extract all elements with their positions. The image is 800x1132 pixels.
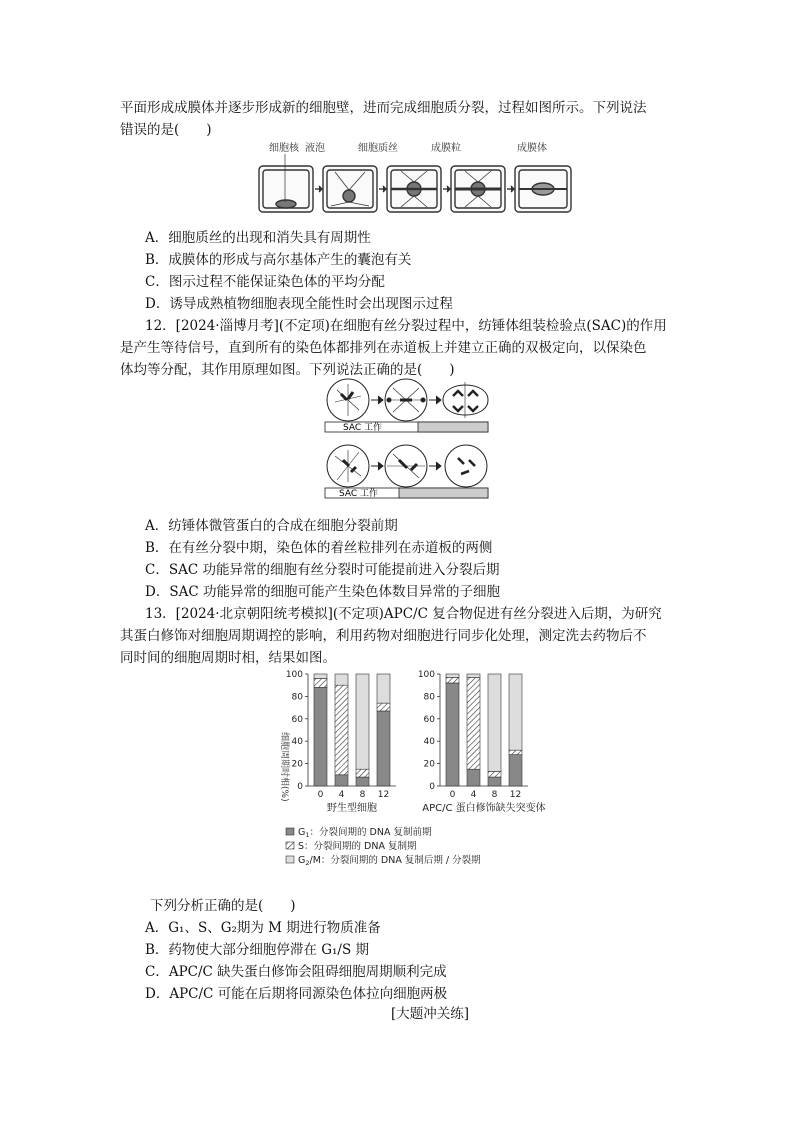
bar-segment-s	[377, 703, 390, 711]
q11-option-b: B．成膜体的形成与高尔基体产生的囊泡有关	[145, 252, 412, 268]
y-tick-label: 20	[291, 759, 303, 770]
legend-g1-swatch	[286, 828, 294, 835]
legend-s-swatch	[286, 842, 294, 849]
q13-option-b: B．药物使大部分细胞停滞在 G₁/S 期	[145, 942, 369, 958]
cytokinesis-figure	[255, 140, 575, 220]
y-tick-label: 60	[423, 714, 435, 725]
y-tick-label: 0	[429, 782, 435, 792]
q13-stem: 下列分析正确的是( )	[150, 898, 296, 914]
bar-segment-g1	[488, 777, 501, 786]
q12-line2: 是产生等待信号，直到所有的染色体都排列在赤道板上并建立正确的双极定向，以保染色	[120, 340, 647, 356]
label-cytoplasmic-strands: 细胞质丝	[358, 143, 398, 154]
bar-segment-g1	[335, 775, 348, 786]
q13-line2: 其蛋白修饰对细胞周期调控的影响，利用药物对细胞进行同步化处理，测定洗去药物后不	[120, 628, 647, 644]
bar-segment-g1	[467, 769, 480, 786]
label-vacuole: 液泡	[305, 143, 325, 154]
bar-segment-g1	[377, 711, 390, 786]
bar-segment-g1	[446, 683, 459, 786]
bar-segment-s	[488, 771, 501, 777]
bar-segment-g2m	[488, 674, 501, 771]
q11-intro-line1: 平面形成成膜体并逐步形成新的细胞壁，进而完成细胞质分裂，过程如图所示。下列说法	[120, 100, 647, 116]
label-phragmoplast-granule: 成膜粒	[431, 143, 461, 154]
q11-option-c: C．图示过程不能保证染色体的平均分配	[145, 274, 385, 290]
x-tick-label: 0	[317, 790, 324, 800]
x-tick-label: 12	[509, 790, 522, 800]
legend-g1: $G_1$：分裂间期的 DNA 复制前期	[298, 827, 432, 839]
x-tick-label: 8	[491, 790, 498, 800]
q13-option-a: A．G₁、S、G₂期为 M 期进行物质准备	[145, 920, 381, 936]
bar-segment-g1	[314, 687, 327, 786]
bar-segment-g2m	[467, 674, 480, 677]
q12-line1: 12．[2024·淄博月考](不定项)在细胞有丝分裂过程中，纺锤体组装检验点(SAC)的作用	[145, 318, 667, 334]
q13-option-d: D．APC/C 可能在后期将同源染色体拉向细胞两极	[145, 986, 448, 1002]
legend-g2m-swatch	[286, 856, 294, 863]
q12-option-b: B．在有丝分裂中期，染色体的着丝粒排列在赤道板的两侧	[145, 540, 493, 556]
bar-segment-g1	[509, 755, 522, 786]
q12-option-d: D．SAC 功能异常的细胞可能产生染色体数目异常的子细胞	[145, 584, 500, 600]
label-phragmoplast: 成膜体	[517, 143, 547, 154]
cell-cycle-chart	[268, 664, 548, 876]
q11-option-d: D．诱导成熟植物细胞表现全能性时会出现图示过程	[145, 296, 453, 312]
y-tick-label: 100	[285, 670, 303, 680]
bar-segment-g2m	[356, 674, 369, 769]
y-tick-label: 20	[423, 759, 435, 770]
legend-s: S：分裂间期的 DNA 复制期	[298, 841, 417, 852]
y-axis-label: 细胞周期时相(%)	[279, 732, 289, 802]
bar-segment-g2m	[335, 674, 348, 685]
bar-segment-s	[446, 677, 459, 683]
bar-segment-g2m	[377, 674, 390, 703]
q12-line3: 体均等分配，其作用原理如图。下列说法正确的是( )	[120, 362, 455, 378]
panel-title: APC/C 蛋白修饰缺失突变体	[422, 803, 546, 814]
bar-segment-s	[335, 685, 348, 775]
y-tick-label: 0	[297, 782, 303, 792]
sac-figure	[323, 376, 493, 508]
x-tick-label: 4	[470, 790, 477, 800]
y-tick-label: 40	[423, 737, 435, 748]
q11-option-a: A．细胞质丝的出现和消失具有周期性	[145, 230, 371, 246]
q12-option-c: C．SAC 功能异常的细胞有丝分裂时可能提前进入分裂后期	[145, 562, 500, 578]
y-tick-label: 80	[291, 692, 303, 703]
x-tick-label: 12	[377, 790, 390, 800]
bar-segment-s	[509, 750, 522, 754]
q13-line3: 同时间的细胞周期时相，结果如图。	[120, 650, 336, 666]
q13-line1: 13．[2024·北京朝阳统考模拟](不定项)APC/C 复合物促进有丝分裂进入后期，为研究	[145, 606, 662, 622]
label-nucleus: 细胞核	[269, 143, 299, 154]
section-footer: [大题冲关练]	[390, 1006, 470, 1022]
q12-option-a: A．纺锤体微管蛋白的合成在细胞分裂前期	[145, 518, 398, 534]
x-tick-label: 0	[449, 790, 456, 800]
bar-segment-s	[356, 769, 369, 777]
x-tick-label: 8	[359, 790, 366, 800]
y-tick-label: 80	[423, 692, 435, 703]
q13-option-c: C．APC/C 缺失蛋白修饰会阻碍细胞周期顺利完成	[145, 964, 447, 980]
bar-segment-g2m	[509, 674, 522, 750]
bar-segment-g1	[356, 777, 369, 786]
bar-segment-g2m	[446, 674, 459, 677]
legend-g2m: $G_2/M$：分裂间期的 DNA 复制后期 / 分裂期	[298, 855, 481, 867]
bar-segment-s	[314, 678, 327, 687]
bar-segment-g2m	[314, 674, 327, 678]
y-tick-label: 100	[417, 670, 435, 680]
x-tick-label: 4	[338, 790, 345, 800]
panel-title: 野生型细胞	[327, 803, 377, 814]
sac-label-1: SAC 工作	[343, 423, 383, 433]
sac-label-2: SAC 工作	[339, 489, 379, 499]
y-tick-label: 40	[291, 737, 303, 748]
q11-intro-line2: 错误的是( )	[120, 122, 212, 138]
y-tick-label: 60	[291, 714, 303, 725]
bar-segment-s	[467, 677, 480, 769]
